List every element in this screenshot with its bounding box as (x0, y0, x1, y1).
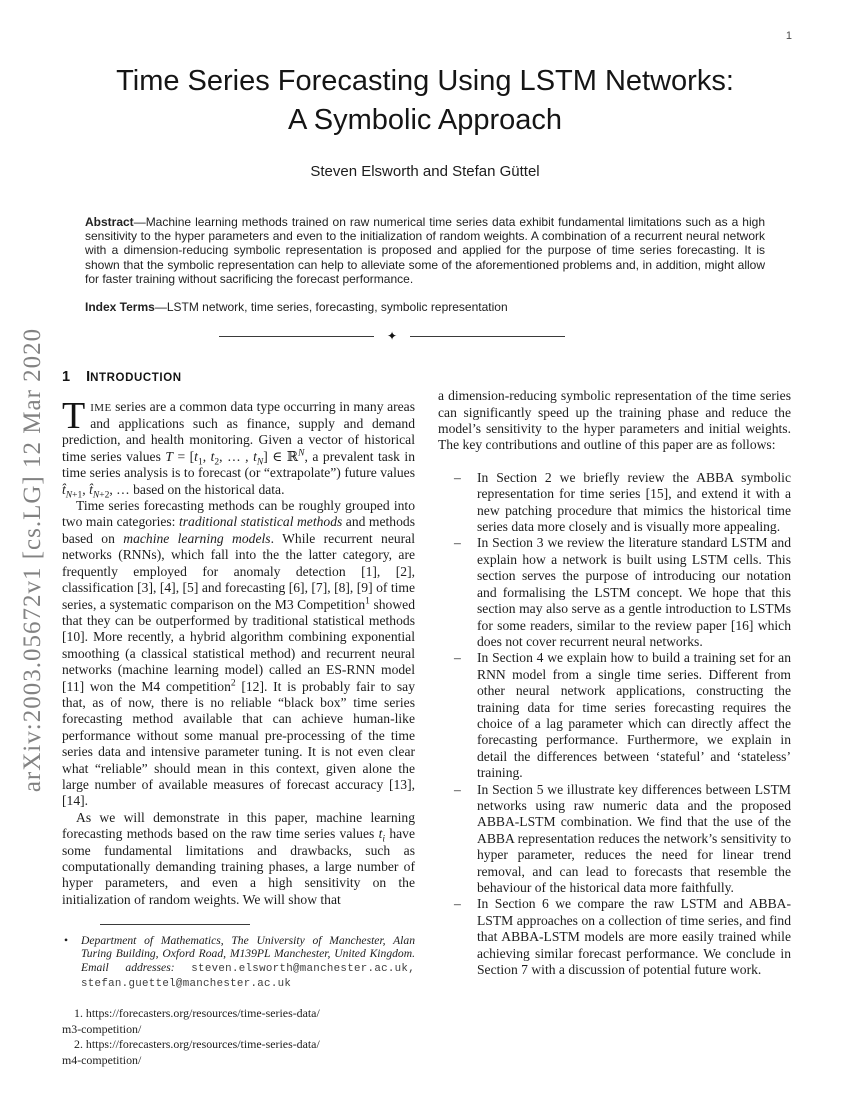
footnote-url-m3[interactable]: 1. https://forecasters.org/resources/time-series-data/ m3-competition/ (62, 1006, 320, 1036)
separator-line-left (219, 336, 374, 337)
section-title-rest: NTRODUCTION (90, 372, 182, 385)
list-item-text: In Section 2 we briefly review the ABBA symbolic representation for time series [15], and extend it with a new patching procedure that mimics the historical time series data more closely and is visually more appealing. (477, 469, 791, 535)
drop-cap: T (62, 394, 86, 437)
numbered-footnotes (62, 1006, 415, 1068)
index-terms-label: Index Terms (85, 300, 155, 315)
arxiv-watermark: arXiv:2003.05672v1 [cs.LG] 12 Mar 2020 (19, 327, 46, 793)
abstract-label: Abstract (85, 215, 134, 229)
footnote-url-m4[interactable]: 2. https://forecasters.org/resources/time-series-data/ m4-competition/ (62, 1037, 320, 1067)
list-item-text: In Section 6 we compare the raw LSTM and ABBA-LSTM approaches on a collection of time series, and find that ABBA-LSTM models are more easily trained while achieving similar forecast performance. We conclude in Section 7 with a discussion of potential future work. (477, 896, 791, 978)
intro-paragraph-1 (62, 394, 415, 501)
list-item-section-2 (454, 470, 791, 536)
page-number: 1 (785, 30, 792, 42)
dash-marker: – (454, 650, 461, 666)
section-separator (219, 329, 565, 344)
intro-paragraph-3: As we will demonstrate in this paper, machine learning forecasting methods based on the raw time series values $t_i$ have some fundamental limitations and drawbacks, such as computationally demanding training phases, a large number of hyper parameters, and even a high sensitivity on the initialization of random weights. We will show that (62, 809, 415, 907)
dash-marker: – (454, 535, 461, 551)
index-terms-text: —LSTM network, time series, forecasting, symbolic representation (154, 300, 508, 315)
intro-paragraph-2: Time series forecasting methods can be roughly grouped into two main categories: traditional statistical methods and methods based on machine learning models. While recurrent neural networks (RNNs), which fall into the the latter category, are frequently employed for anomaly detection [1], [2], classification [3], [4], [5] and forecasting [6], [7], [8], [9] of time series, a systematic comparison on the M3 Competition$^1$ showed that they can be outperformed by traditional statistical methods [10]. More recently, a hybrid algorithm combining exponential smoothing (a classical statistical method) and recurrent neural networks (machine learning model) called an ES-RNN model [11] won the M4 competition$^2$ [12]. It is probably fair to say that, as of now, there is no reliable “black box” time series forecasting method available that can achieve human-like performance without some manual pre-processing of the time series data and intensive parameter tuning. It is not even clear what “reliable” should mean in this context, given alone the large number of available measures of forecast accuracy [13], [14]. (62, 498, 415, 809)
abstract-text: —Machine learning methods trained on raw numerical time series data exhibit fundamental limitations such as a high sensitivity to the hyper parameters and even to the initialization of random weights. A combination of a recurrent neural network with a dimension-reducing symbolic representation is proposed and applied for the purpose of time series forecasting. It is shown that the symbolic representation can help to alleviate some of the aforementioned problems and, in addition, might allow for faster training without sacrificing the forecast performance. (85, 215, 765, 286)
section-title-initial: I (86, 369, 91, 386)
section-number: 1 (62, 369, 71, 386)
list-item-text: In Section 4 we explain how to build a training set for an RNN model from a single time series. Different from other neural network applications, constructing the training data for time series forecasting requires the choice of a lag parameter which can directly affect the forecasting performance. Furthermore, we explain in detail the differences between ‘stateful’ and ‘stateless’ training. (477, 650, 791, 781)
dash-marker: – (454, 781, 461, 797)
list-item-section-6 (454, 896, 791, 978)
list-item-section-3 (454, 535, 791, 650)
diamond-icon: ✦ (386, 329, 398, 344)
paper-title-line1: Time Series Forecasting Using LSTM Networks: (116, 65, 734, 97)
contributions-list (438, 470, 791, 979)
intro-paragraph-4: a dimension-reducing symbolic representation of the time series can significantly speed up the training phase and reduce the model’s sensitivity to the hyper parameters and initial weights. The key contributions and outline of this paper are as follows: (438, 388, 791, 453)
dash-marker: – (454, 469, 461, 485)
bullet-icon: • (64, 934, 69, 948)
footnote-block (62, 924, 415, 1068)
affiliation-text[interactable]: Department of Mathematics, The University of Manchester, Alan Turing Building, Oxford Road, M139PL Manchester, United Kingdom. Email addresses: steven.elsworth@manchester.ac.uk, stefan.guettel@manchester.ac.uk (81, 934, 415, 990)
right-column (438, 361, 791, 1068)
paper-title-line2: A Symbolic Approach (287, 104, 563, 136)
footnote-rule (100, 924, 250, 925)
list-item-section-4 (454, 650, 791, 781)
intro-paragraph-1-text: series are a common data type occurring in many areas and applications such as finance, supply and demand prediction, and health monitoring. Given a vector of historical time series values $T = [t_1$, $t_2$, … , $t_N$] ∈ ℝ$^N$, a prevalent task in time series analysis is to forecast (or “extrapolate”) future values $t̂_{N+1}$, $t̂_{N+2}$, … based on the historical data. (62, 398, 415, 501)
two-column-body (62, 361, 791, 1068)
list-item-section-5 (454, 782, 791, 897)
section-heading-introduction (62, 367, 415, 386)
list-item-text: In Section 5 we illustrate key differences between LSTM networks using raw numeric data and the proposed ABBA-LSTM combination. We find that the use of the ABBA representation reduces the network’s sensitivity to hyper parameter, reduces the need for linear trend removal, and can lead to forecasts that resemble the behaviour of the historical data more faithfully. (477, 781, 791, 895)
drop-cap-smallcaps: IME (90, 401, 112, 414)
authors: Steven Elsworth and Stefan Güttel (310, 163, 540, 180)
list-item-text: In Section 3 we review the literature standard LSTM and explain how a network is built using LSTM cells. This section serves the purpose of introducing our notation and formalising the LSTM concept. We hope that this section may also serve as a gentle introduction to LSTMs for some readers, similar to the review paper [16] which does not cover recurrent neural networks. (477, 535, 791, 649)
dash-marker: – (454, 896, 461, 912)
affiliation-footnote (62, 934, 415, 991)
left-column (62, 361, 415, 1068)
separator-line-right (410, 336, 565, 337)
paper-title (70, 62, 780, 140)
abstract (85, 215, 765, 286)
index-terms (85, 300, 765, 314)
